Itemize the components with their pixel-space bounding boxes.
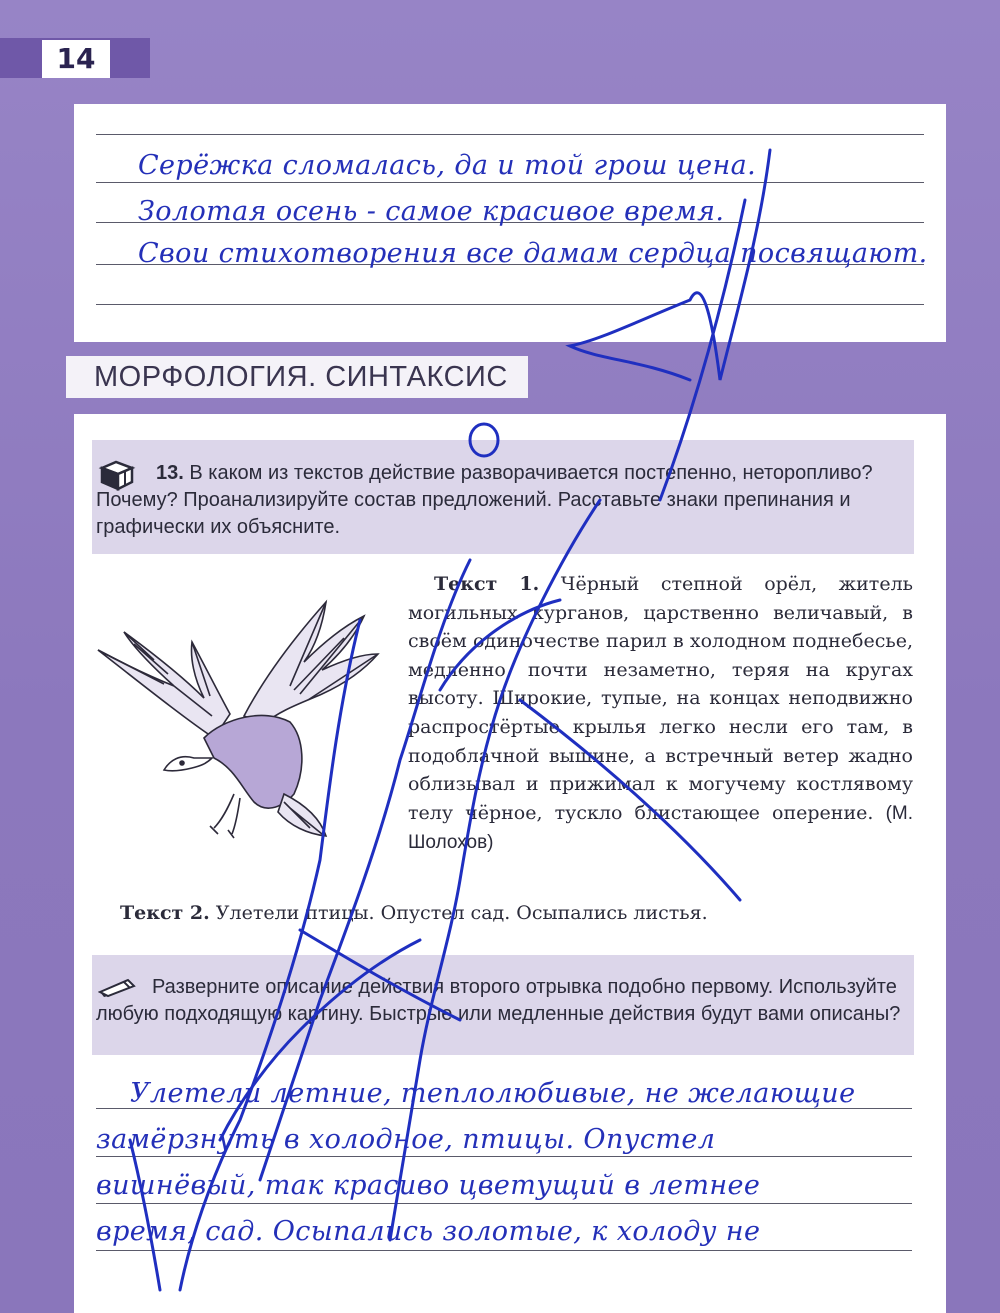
text-2-passage [120,902,880,924]
ruled-line [96,304,924,305]
text-1-passage [408,570,913,858]
section-title: МОРФОЛОГИЯ. СИНТАКСИС [66,356,528,398]
handwritten-line: вишнёвый, так красиво цветущий в летнее [96,1170,761,1201]
eagle-illustration [94,598,404,848]
handwritten-line: Серёжка сломалась, да и той грош цена. [138,150,757,181]
handwritten-line: время, сад. Осыпались золотые, к холоду не [96,1216,761,1247]
page-number: 14 [42,40,110,78]
ruled-line [96,134,924,135]
ruled-line [96,182,924,183]
handwritten-line: Свои стихотворения все дамам сердца посвящают. [138,238,928,269]
text-2-label: Текст 2. [120,902,210,924]
ruled-line [96,1250,912,1251]
ruled-line [96,1156,912,1157]
handwritten-line: Золотая осень - самое красивое время. [138,196,725,227]
text-1-body: Чёрный степной орёл, житель могильных курганов, царственно величавый, в своём одиночестве парил в холодном поднебесье, медленно, почти незаметно, теряя на кругах высоту. Широкие, тупые, на концах неподвижно распростёртые крылья легко несли его там, в подоблачной вышине, а встречный ветер жадно облизывал и прижимал к могучему костлявому телу чёрное, тускло блистающее оперение. [408,573,913,824]
text-1-author: (М. Шолохов) [408,802,913,854]
task-13-instruction: В каком из текстов действие разворачивается постепенно, неторопливо? Почему? Проанализируйте состав предложений. Расставьте знаки препинания и графически их объясните. [96,462,873,538]
text-1-label: Текст 1. [434,573,540,595]
handwritten-line: замёрзнуть в холодное, птицы. Опустел [96,1124,716,1155]
ruled-line [96,1203,912,1204]
task-number: 13. [156,462,184,484]
task-13-text [96,460,916,541]
handwritten-line: Улетели летние, теплолюбивые, не желающие [130,1078,856,1109]
task-2-instruction: Разверните описание действия второго отрывка подобно первому. Используйте любую подходящую картину. Быстрые или медленные действия будут вами описаны? [96,976,901,1025]
text-2-body: Улетели птицы. Опустел сад. Осыпались листья. [215,902,708,924]
